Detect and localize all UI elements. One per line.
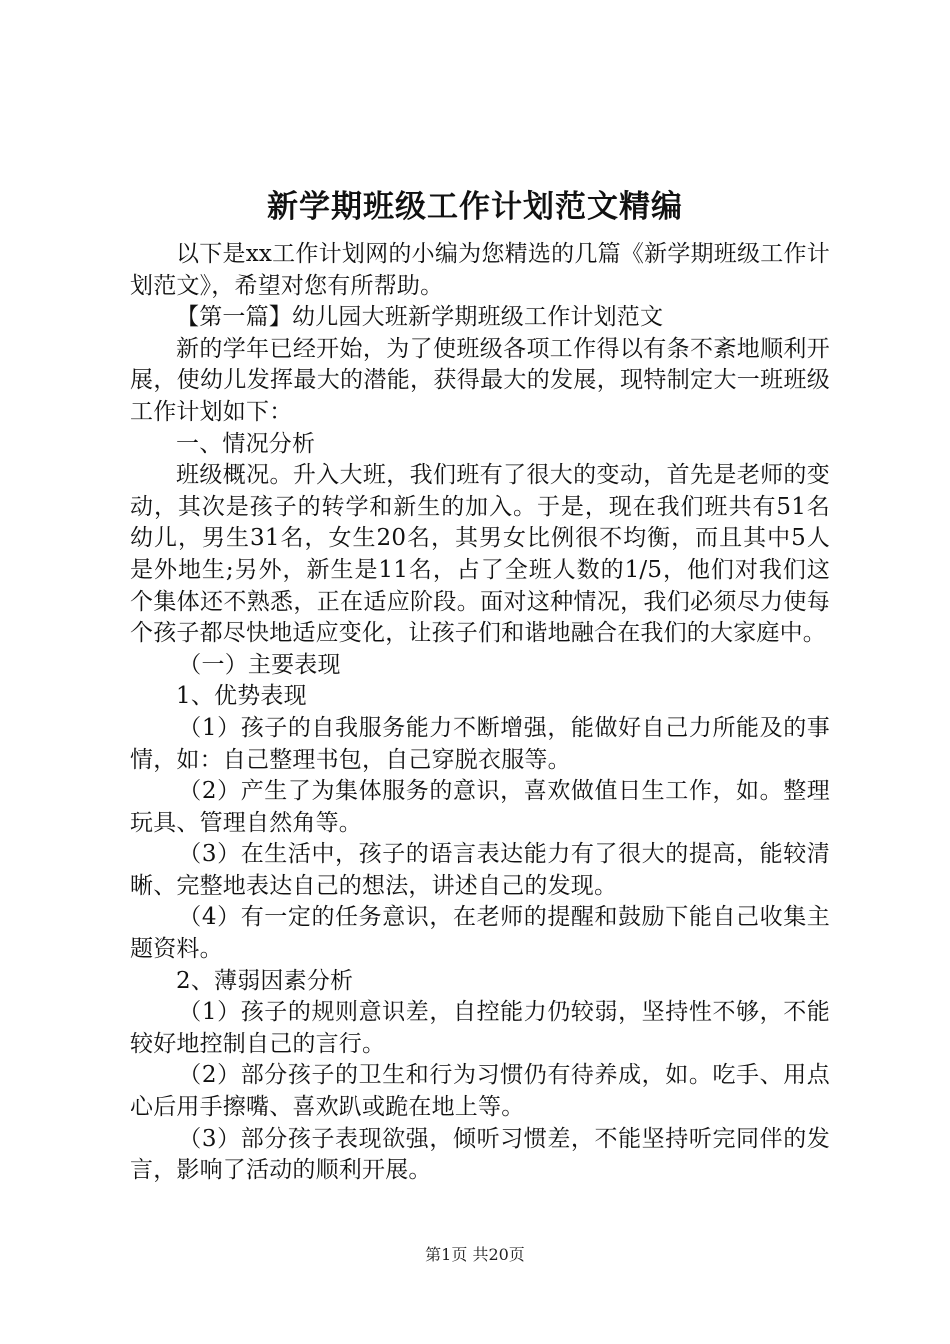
subsection-heading: 一、情况分析 (176, 430, 316, 457)
list-item: （3）在生活中，孩子的语言表达能力有了很大的提高，能较清晰、完整地表达自己的想法，讲述自己的发现。 (130, 841, 830, 899)
body-paragraph: 班级概况。升入大班，我们班有了很大的变动，首先是老师的变动，其次是孩子的转学和新生的加入。于是，现在我们班共有51名幼儿，男生31名，女生20名，其男女比例很不均衡，而且其中5人是外地生;另外，新生是11名，占了全班人数的1/5，他们对我们这个集体还不熟悉，正在适应阶段。面对这种情况，我们必须尽力使每个孩子都尽快地适应变化，让孩子们和谐地融合在我们的大家庭中。 (130, 462, 830, 647)
list-heading: 1、优势表现 (176, 683, 307, 710)
section-heading: 【第一篇】幼儿园大班新学期班级工作计划范文 (176, 304, 664, 331)
list-item: （2）产生了为集体服务的意识，喜欢做值日生工作，如。整理玩具、管理自然角等。 (130, 778, 830, 836)
list-item: （2）部分孩子的卫生和行为习惯仍有待养成，如。吃手、用点心后用手擦嘴、喜欢趴或跪在地上等。 (130, 1062, 830, 1121)
list-item: （4）有一定的任务意识，在老师的提醒和鼓励下能自己收集主题资料。 (130, 904, 830, 963)
page-number: 第1页 共20页 (425, 1245, 525, 1264)
document-body (130, 239, 830, 1187)
list-item: （3）部分孩子表现欲强，倾听习惯差，不能坚持听完同伴的发言，影响了活动的顺利开展。 (130, 1125, 830, 1184)
list-item: （1）孩子的规则意识差，自控能力仍较弱，坚持性不够，不能较好地控制自己的言行。 (130, 999, 830, 1057)
subsection-heading: （一）主要表现 (178, 651, 341, 678)
body-paragraph: 新的学年已经开始，为了使班级各项工作得以有条不紊地顺利开展，使幼儿发挥最大的潜能，获得最大的发展，现特制定大一班班级工作计划如下： (130, 335, 830, 425)
list-item: （1）孩子的自我服务能力不断增强，能做好自己力所能及的事情，如：自己整理书包，自己穿脱衣服等。 (130, 714, 830, 773)
list-heading: 2、薄弱因素分析 (176, 967, 354, 994)
intro-paragraph: 以下是xx工作计划网的小编为您精选的几篇《新学期班级工作计划范文》，希望对您有所帮助。 (130, 241, 830, 299)
page-title: 新学期班级工作计划范文精编 (267, 189, 683, 225)
